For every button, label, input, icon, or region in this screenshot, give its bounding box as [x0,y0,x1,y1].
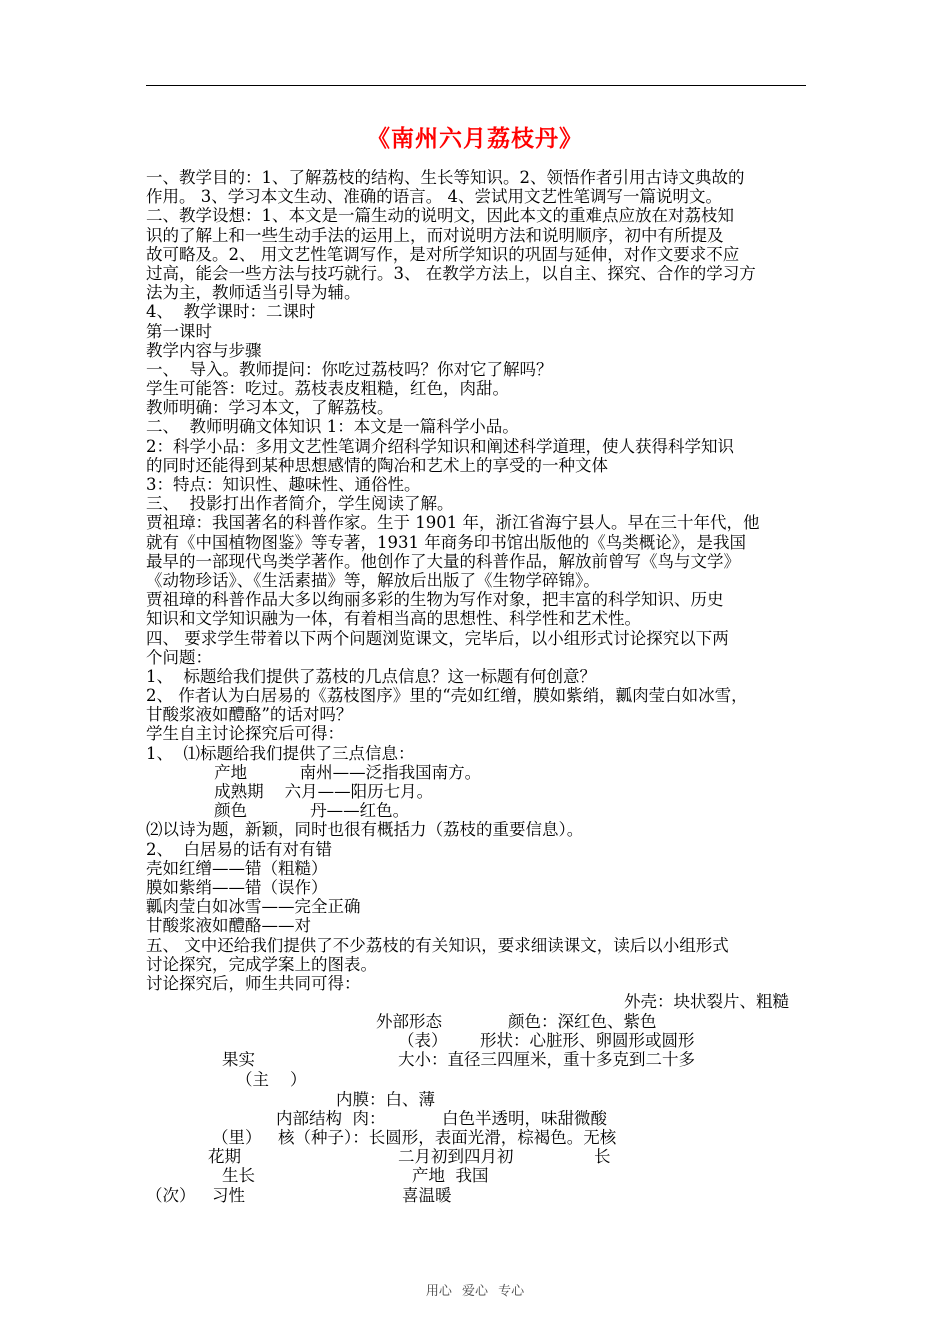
diagram-seed: 核（种子）：长圆形，表面光滑，棕褐色。无核 [278,1128,617,1147]
diagram-origin: 产地 我国 [412,1166,489,1185]
diagram-fruit: 果实 [222,1050,255,1069]
diagram-flesh: 白色半透明，味甜微酸 [442,1109,607,1128]
text-line: 识的了解上和一些生动手法的运用上，而对说明方法和说明顺序，初中有所提及 [146,225,724,245]
text-line: 作用。 3、学习本文生动、准确的语言。 4、尝试用文艺性笔调写一篇说明文。 [146,187,722,207]
text-line: ⑵以诗为题，新颖，同时也很有概括力（荔枝的重要信息）。 [146,820,584,840]
text-line: 二、 教师明确文体知识 1：本文是一篇科学小品。 [146,417,519,437]
text-line: 教师明确：学习本文，了解荔枝。 [146,398,394,418]
text-line: 4、 教学课时：二课时 [146,302,316,322]
text-line: 《动物珍话》、《生活素描》等，解放后出版了《生物学碎锦》。 [146,570,600,590]
text-line: 三、 投影打出作者简介，学生阅读了解。 [146,494,454,514]
text-line: 贾祖璋的科普作品大多以绚丽多彩的生物为写作对象，把丰富的科学知识、历史 [146,590,724,610]
diagram-zhu: （主 ） [236,1070,307,1089]
diagram-flower-period: 花期 [208,1147,241,1166]
text-line: 瓤肉莹白如冰雪——完全正确 [146,897,361,917]
text-line: 2：科学小品：多用文艺性笔调介绍科学知识和阐述科学道理，使人获得科学知识 [146,436,734,456]
diagram-li: （里） [212,1128,262,1147]
text-line: 二、教学设想：1、本文是一篇生动的说明文，因此本文的重难点应放在对荔枝知 [146,206,734,226]
text-line: 甘酸浆液如醴酪——对 [146,916,311,936]
diagram-habit: 习性 [212,1186,245,1205]
text-line: 故可略及。2、 用文艺性笔调写作，是对所学知识的巩固与延伸，对作文要求不应 [146,244,740,264]
text-line: 讨论探究，完成学案上的图表。 [146,954,377,974]
text-line: 学生自主讨论探究后可得： [146,724,344,744]
diagram-outer-form: 外部形态 [376,1012,442,1031]
diagram-growth: 生长 [222,1166,255,1185]
text-line: 颜色 丹——红色。 [146,801,410,821]
text-line: 2、 作者认为白居易的《荔枝图序》里的“壳如红缯，膜如紫绡，瓤肉莹白如冰雪， [146,686,748,706]
header-rule [146,85,806,86]
text-line: 一、 导入。教师提问：你吃过荔枝吗？你对它了解吗？ [146,359,553,379]
diagram-flower-time: 二月初到四月初 [398,1147,514,1166]
diagram-chang: 长 [594,1147,611,1166]
text-line: 个问题： [146,647,212,667]
text-line: 2、 白居易的话有对有错 [146,839,332,859]
text-line: 过高，能会一些方法与技巧就行。3、 在教学方法上，以自主、探究、合作的学习方 [146,263,756,283]
text-line: 四、 要求学生带着以下两个问题浏览课文，完毕后，以小组形式讨论探究以下两 [146,628,729,648]
text-line: 教学内容与步骤 [146,340,262,360]
diagram-inner-membrane: 内膜：白、薄 [336,1090,435,1109]
text-line: 产地 南州——泛指我国南方。 [146,762,482,782]
text-line: 1、 标题给我们提供了荔枝的几点信息？这一标题有何创意？ [146,666,596,686]
text-line: 第一课时 [146,321,212,341]
text-line: 学生可能答：吃过。荔枝表皮粗糙，红色，肉甜。 [146,379,509,399]
diagram-color: 颜色：深红色、紫色 [508,1012,657,1031]
text-line: 最早的一部现代鸟类学著作。他创作了大量的科普作品，解放前曾写《鸟与文学》 [146,551,740,571]
diagram-inner-struct: 内部结构 肉： [276,1109,386,1128]
diagram-warm: 喜温暖 [402,1186,452,1205]
diagram-biao: （表） [398,1031,448,1050]
diagram-shape: 形状：心脏形、卵圆形或圆形 [480,1031,695,1050]
page-title: 《南州六月荔枝丹》 [367,125,583,152]
text-line: 就有《中国植物图鉴》等专著，1931 年商务印书馆出版他的《鸟类概论》，是我国 [146,532,746,552]
page-footer: 用心 爱心 专心 [425,1284,525,1299]
text-line: 一、教学目的：1、了解荔枝的结构、生长等知识。2、领悟作者引用古诗文典故的 [146,168,745,187]
text-line: 的同时还能得到某种思想感情的陶冶和艺术上的享受的一种文体 [146,455,608,475]
text-line: 膜如紫绡——错（误作） [146,877,328,897]
text-line: 讨论探究后，师生共同可得： [146,973,361,993]
text-line: 法为主，教师适当引导为辅。 [146,283,361,303]
diagram-shell: 外壳：块状裂片、粗糙 [624,992,789,1011]
document-body [146,168,808,993]
text-line: 贾祖璋：我国著名的科普作家。生于 1901 年，浙江省海宁县人。早在三十年代，他 [146,513,760,533]
text-line: 知识和文学知识融为一体，有着相当高的思想性、科学性和艺术性。 [146,609,641,629]
text-line: 壳如红缯——错（粗糙） [146,858,328,878]
diagram-size: 大小：直径三四厘米，重十多克到二十多 [398,1050,695,1069]
text-line: 1、 ⑴标题给我们提供了三点信息： [146,743,415,763]
diagram-ci: （次） [146,1186,196,1205]
text-line: 五、 文中还给我们提供了不少荔枝的有关知识，要求细读课文，读后以小组形式 [146,935,729,955]
text-line: 3：特点：知识性、趣味性、通俗性。 [146,475,421,494]
text-line: 成熟期 六月——阳历七月。 [146,782,434,801]
text-line: 甘酸浆液如醴酪”的话对吗？ [146,705,353,725]
